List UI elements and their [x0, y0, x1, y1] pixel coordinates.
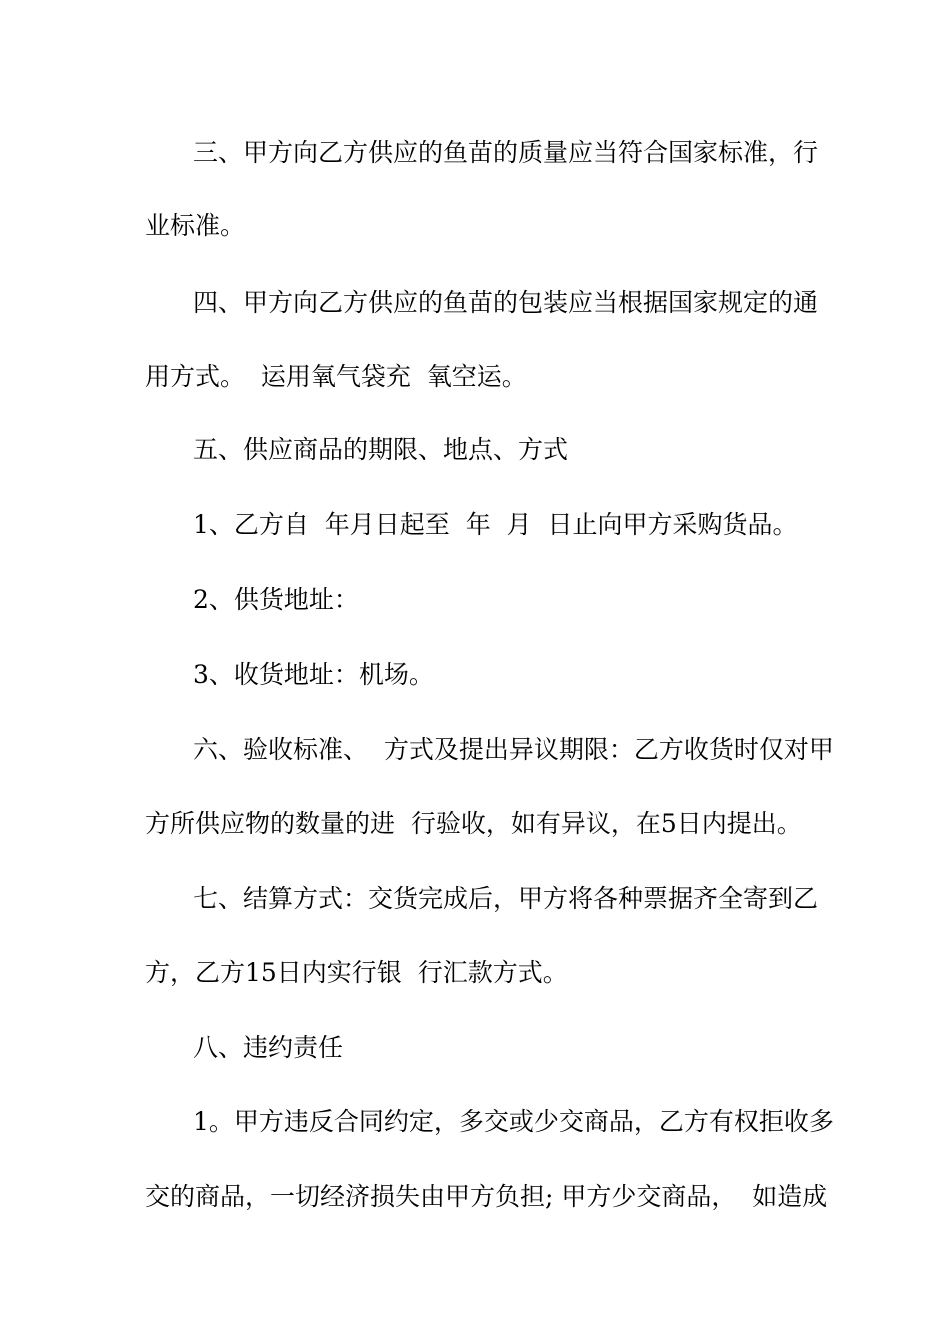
paragraph-8-1-line-1: 1。甲方违反合同约定，多交或少交商品，乙方有权拒收多 — [193, 1107, 834, 1136]
section-5-item-2: 2、供货地址： — [193, 585, 359, 614]
paragraph-4-line-1: 四、甲方向乙方供应的鱼苗的包装应当根据国家规定的通 — [193, 288, 819, 317]
paragraph-7-line-1: 七、结算方式：交货完成后，甲方将各种票据齐全寄到乙 — [193, 884, 819, 913]
section-8-heading: 八、违约责任 — [193, 1033, 344, 1062]
paragraph-4-line-2: 用方式。 运用氧气袋充 氧空运。 — [145, 362, 527, 391]
paragraph-8-1-line-2: 交的商品，一切经济损失由甲方负担; 甲方少交商品， 如造成 — [145, 1182, 828, 1211]
section-5-item-3: 3、收货地址：机场。 — [193, 660, 434, 689]
paragraph-7-line-2: 方，乙方15日内实行银 行汇款方式。 — [145, 958, 568, 987]
section-5-item-1: 1、乙方自 年月日起至 年 月 日止向甲方采购货品。 — [193, 510, 798, 539]
section-5-heading: 五、供应商品的期限、地点、方式 — [193, 435, 569, 464]
paragraph-3-line-2: 业标准。 — [145, 211, 246, 240]
paragraph-3-line-1: 三、甲方向乙方供应的鱼苗的质量应当符合国家标准，行 — [193, 138, 819, 167]
paragraph-6-line-1: 六、验收标准、 方式及提出异议期限：乙方收货时仅对甲 — [193, 735, 834, 764]
paragraph-6-line-2: 方所供应物的数量的进 行验收，如有异议，在5日内提出。 — [145, 809, 802, 838]
